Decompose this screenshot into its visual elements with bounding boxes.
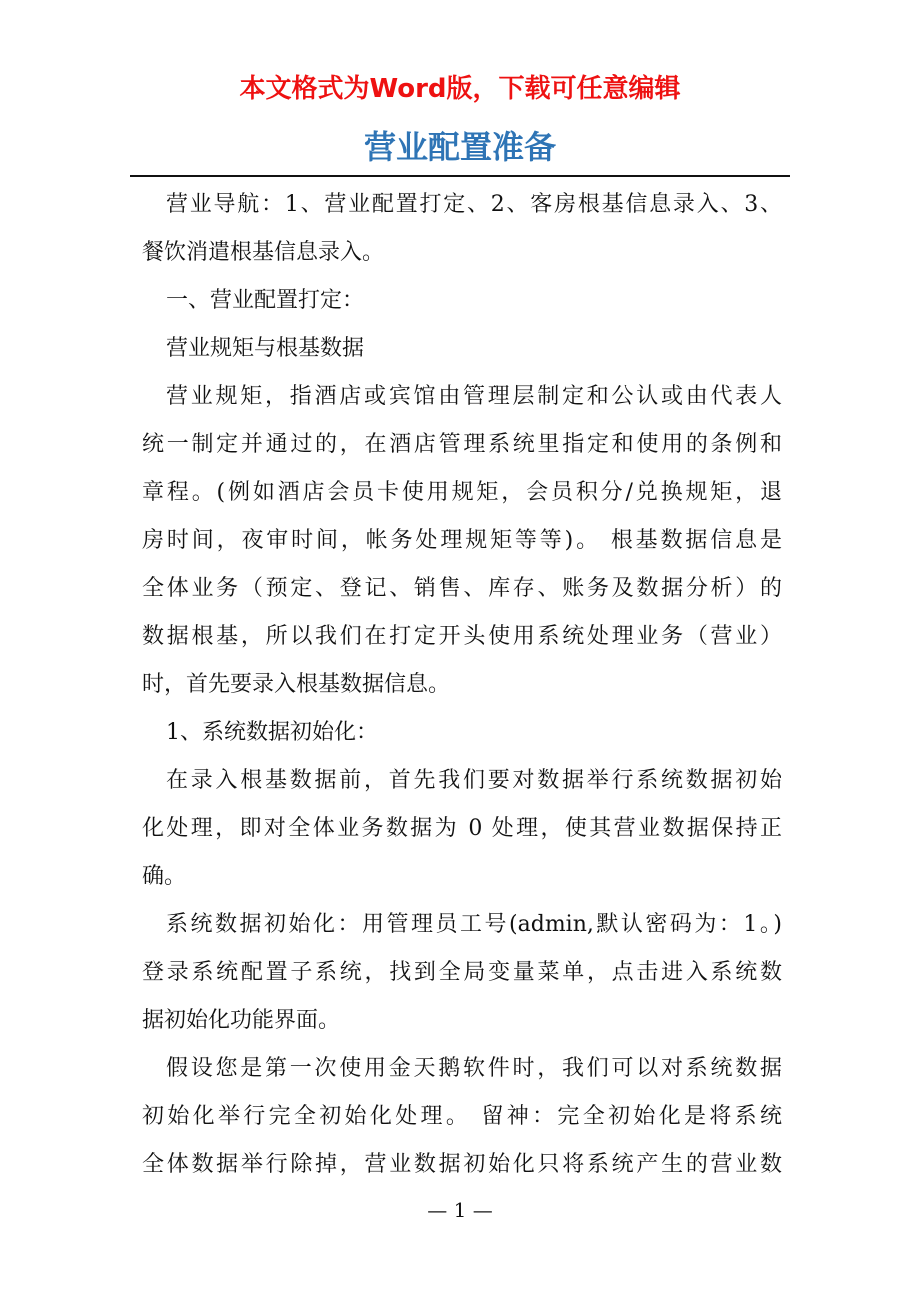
text-line: 统一制定并通过的，在酒店管理系统里指定和使用的条例和 [142,432,782,457]
text-line: 全体数据举行除掉，营业数据初始化只将系统产生的营业数 [142,1152,782,1177]
text-line: 房时间，夜审时间，帐务处理规矩等等)。 根基数据信息是 [142,528,782,553]
text-line: 餐饮消遣根基信息录入。 [142,240,385,265]
text-line: 全体业务（预定、登记、销售、库存、账务及数据分析）的 [142,576,782,601]
text-line: 假设您是第一次使用金天鹅软件时，我们可以对系统数据 [166,1056,782,1081]
text-line: 登录系统配置子系统，找到全局变量菜单，点击进入系统数 [142,960,782,985]
text-line: 1、系统数据初始化： [166,720,378,745]
text-line: 一、营业配置打定： [166,288,365,313]
text-line: 章程。(例如酒店会员卡使用规矩，会员积分/兑换规矩，退 [142,480,782,505]
text-line: 营业规矩与根基数据 [166,336,365,361]
text-line: 在录入根基数据前，首先我们要对数据举行系统数据初始 [166,768,782,793]
text-line: 数据根基，所以我们在打定开头使用系统处理业务（营业） [142,624,782,649]
header-divider [130,175,790,177]
text-line: 营业导航：1、营业配置打定、2、客房根基信息录入、3、 [166,192,782,217]
text-line: 初始化举行完全初始化处理。 留神：完全初始化是将系统 [142,1104,782,1129]
text-line: 确。 [142,864,187,889]
text-line: 系统数据初始化：用管理员工号(admin,默认密码为：1。) [166,912,782,937]
document-title: 营业配置准备 [363,128,556,166]
page-number: — 1 — [427,1198,493,1222]
text-line: 据初始化功能界面。 [142,1008,341,1033]
text-line: 营业规矩，指酒店或宾馆由管理层制定和公认或由代表人 [166,384,782,409]
format-notice-banner: 本文格式为Word版，下载可任意编辑 [239,74,681,104]
document-body [142,181,782,1189]
text-line: 化处理，即对全体业务数据为 0 处理，使其营业数据保持正 [142,816,782,841]
text-line: 时，首先要录入根基数据信息。 [142,672,451,697]
